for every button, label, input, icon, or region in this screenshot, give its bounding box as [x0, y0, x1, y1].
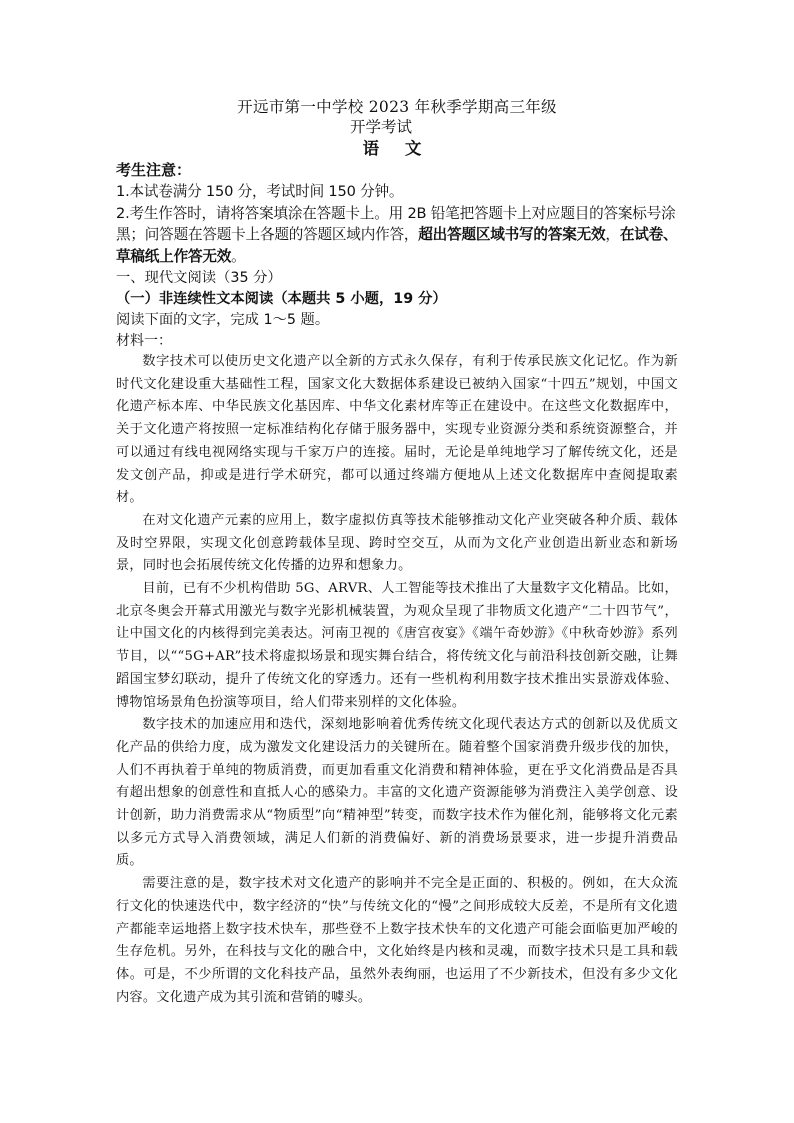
subject-title: 语 文 [362, 139, 432, 158]
paragraph: 在对文化遗产元素的应用上，数字虚拟仿真等技术能够推动文化产业突破各种介质、载体及时空界限，实现文化创意跨载体呈现、跨时空交互，从而为文化产业创造出新业态和新场景，同时也会拓展传统文化传播的边界和想象力。 [116, 512, 678, 574]
notice-item-2-end: 。 [231, 247, 246, 265]
reading-instruction: 阅读下面的文字，完成 1～5 题。 [116, 312, 330, 328]
paragraph: 数字技术的加速应用和迭代，深刻地影响着优秀传统文化现代表达方式的创新以及优质文化产品的供给力度，成为激发文化建设活力的关键所在。随着整个国家消费升级步伐的加快，人们不再执着于单纯的物质消费，而更加看重文化消费和精神体验，更在乎文化消费品是否具有超出想象的创意性和直抵人心的感染力。丰富的文化遗产资源能够为消费注入美学创意、设计创新，助力消费需求从“物质型”向“精神型”转变，而数字技术作为催化剂，能够将文化元素以多元方式导入消费领域，满足人们新的消费偏好、新的消费场景要求，进一步提升消费品质。 [116, 717, 678, 869]
notice-item-2-bold: 超出答题区域书写的答案无效 [418, 226, 606, 243]
material-label: 材料一： [116, 333, 172, 349]
notice-item-2-sep: ， [605, 226, 620, 243]
section-heading: 一、现代文阅读（35 分） [116, 270, 282, 286]
notice-item-1: 1.本试卷满分 150 分，考试时间 150 分钟。 [116, 183, 404, 200]
exam-title: 开远市第一中学校 2023 年秋季学期高三年级 [237, 98, 557, 116]
notice-heading: 考生注意： [116, 161, 192, 179]
notice-item-2-bold-2: 在试卷、草稿纸上作答无效 [116, 226, 678, 265]
exam-subtitle: 开学考试 [349, 118, 412, 136]
paragraph: 需要注意的是，数字技术对文化遗产的影响并不完全是正面的、积极的。例如，在大众流行文化的快速迭代中，数字经济的“快”与传统文化的“慢”之间形成较大反差，不是所有文化遗产都能幸运地搭上数字技术快车，那些登不上数字技术快车的文化遗产可能会面临更加严峻的生存危机。另外，在科技与文化的融合中，文化始终是内核和灵魂，而数字技术只是工具和载体。可是，不少所谓的文化科技产品，虽然外表绚丽，也运用了不少新技术，但没有多少文化内容。文化遗产成为其引流和营销的噱头。 [116, 876, 678, 1005]
paragraph: 数字技术可以使历史文化遗产以全新的方式永久保存，有利于传承民族文化记忆。作为新时代文化建设重大基础性工程，国家文化大数据体系建设已被纳入国家“十四五”规划，中国文化遗产标本库、中华民族文化基因库、中华文化素材库等正在建设中。在这些文化数据库中，关于文化遗产将按照一定标准结构化存储于服务器中，实现专业资源分类和系统资源整合，并可以通过有线电视网络实现与千家万户的连接。届时，无论是单纯地学习了解传统文化，还是发文创产品，抑或是进行学术研究，都可以通过终端方便地从上述文化数据库中查阅提取素材。 [116, 354, 678, 506]
paragraph: 目前，已有不少机构借助 5G、ARVR、人工智能等技术推出了大量数字文化精品。比如，北京冬奥会开幕式用激光与数字光影机械装置，为观众呈现了非物质文化遗产“二十四节气”，让中国文化的内核得到完美表达。河南卫视的《唐宫夜宴》《端午奇妙游》《中秋奇妙游》系列节目，以““5G+AR”技术将虚拟场景和现实舞台结合，将传统文化与前沿科技创新交融，让舞蹈国宝梦幻联动，提升了传统文化的穿透力。还有一些机构利用数字技术推出实景游戏体验、博物馆场景角色扮演等项目，给人们带来别样的文化体验。 [116, 581, 678, 710]
exam-content [116, 160, 678, 1009]
sub-section-heading: （一）非连续性文本阅读（本题共 5 小题，19 分） [116, 291, 447, 307]
exam-header [0, 98, 794, 159]
notice-item-2-text: 2.考生作答时，请将答案填涂在答题卡上。用 2B 铅笔把答题卡上对应题目的答案标号涂黑；问答题在答题卡上各题的答题区域内作答， [116, 204, 676, 243]
notice-item-2 [116, 203, 678, 268]
